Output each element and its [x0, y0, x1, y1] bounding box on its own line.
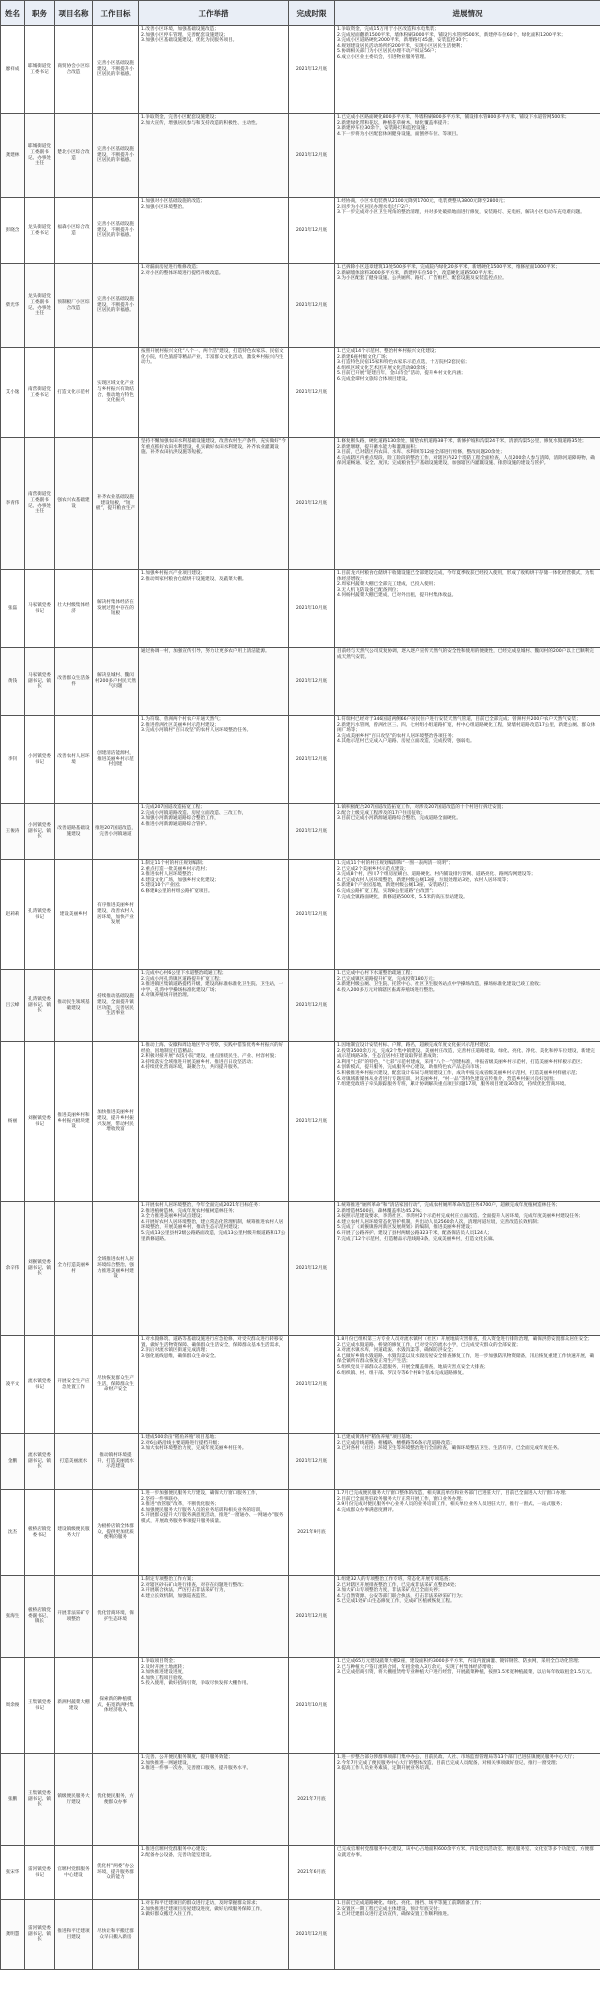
cell-progress: 1.符瑞村已经对于346国道两侧66户居民住户进行安装天然气管道，目前已全部完成；曾洲村共200户农户天然气安装； 2.新建污水管网，曾洲社区三、四、七村组小组道路扩宽，村中心组道路硬化工程，梁墙村道路改造17公里，新建公厕、群众休闲广场等； 3.完成美丽乡村“百日攻坚”的农村人居环境整治各项任务； 4.其他示范村已完成入户道路、房屋立面改造，完成投资，强弱电。 — [335, 716, 600, 804]
cell-name: 余辛伟 — [1, 1202, 25, 1336]
table-row — [1, 570, 600, 648]
cell-goal: 解决皇城村、魏闵村200多户村民天然气问题 — [93, 648, 139, 716]
cell-name: 李钊 — [1, 716, 25, 804]
cell-project: 建设镇级便民服务大厅 — [55, 1490, 93, 1576]
cell-goal: 推动镇村环境提升，打造美丽流水示范建设 — [93, 1434, 139, 1490]
table-row — [1, 26, 600, 114]
cell-deadline: 2021年12月底 — [289, 860, 335, 970]
cell-measures: 1.对漏雨房屋进行维修改造； 2.对小区的整体环境进行提档升级改造。 — [139, 264, 289, 348]
cell-project: 楚北小区综合改造 — [55, 114, 93, 198]
cell-measures: 1.完成207国道改造拓宽工程； 2.完成小河镇道路改造、房屋立面改造、三改工作， 3.加强小河新源通道路综合整治工作， 4.推进小河新源通道路综合管护。 — [139, 804, 289, 860]
cell-deadline: 2021年12月底 — [289, 648, 335, 716]
cell-goal: 推进207国道改造，完善小河镇通道 — [93, 804, 139, 860]
cell-role: 小河镇党委副书记、镇长 — [25, 804, 55, 860]
cell-progress: 1.目前龙兴村粮食仓储烘干收储设施已全部建设完成，今年夏季收获已经投入使用，形成了收购烘干存储一体化经营模式，为集体经济增收； 2.周家村蔬菜大棚已全部完工建成，已投入使用； 3.无人机飞防设备已配备到位； 4.何杨村蔬菜大棚已建成，已对外出租，提升村集体收益。 — [335, 570, 600, 648]
cell-measures: 1.对在和平迁建项目的群众进行走访，及时掌握群众诉求； 2.加快推进迁建项目房屋建设进度，做好后续服务保障工作， 3.做好群众搬迁入住工作。 — [139, 1900, 289, 1970]
cell-deadline: 2021年12月底 — [289, 716, 335, 804]
cell-goal: 优化便民服务，方便群众办事 — [93, 1754, 139, 1846]
cell-progress: 1.已完成中心村下水道整治疏通工程； 2.已完成镇区道路提升扩宽，完成投资180万元； 3.新建村级公厕、卫生院、托管中心、社区卫生服务站点中学操场改造，操场标准化建设已竣工验收； 4.投入200多万元对镇辖区畜禽养殖场进行整治。 — [335, 970, 600, 1042]
cell-name: 张海生 — [1, 1576, 25, 1658]
cell-measures: 通过协调一村，加强宣传引导，努力让更多农户用上清洁能源。 — [139, 648, 289, 716]
cell-progress: 1.经协商，小区水电装费从2100元降到1700元，电装费整从3800元降至2800元； 2.同步为小区居民办理水电过户2户； 3.下一步完成对小区卫生死角的整治清理，并对多处破损地面进行修复，安装路灯、充电桩，解决小区电动车充电难问题。 — [335, 198, 600, 264]
cell-name: 赵莉莉 — [1, 860, 25, 970]
cell-goal: 完善小区基础设施建设，不断提升小区居民的幸福感。 — [93, 264, 139, 348]
cell-deadline: 2021年12月底 — [289, 1434, 335, 1490]
header-role: 职务 — [25, 1, 55, 26]
table-row — [1, 1042, 600, 1202]
cell-deadline: 2021年12月底 — [289, 264, 335, 348]
table-row — [1, 438, 600, 570]
cell-project: 开展安全生产应急处置工作 — [55, 1336, 93, 1434]
cell-role: 板桥店镇党委书记 — [25, 1490, 55, 1576]
cell-goal: 为板桥店镇全体群众，提供更加优质便利的服务 — [93, 1490, 139, 1576]
cell-name: 李青伟 — [1, 438, 25, 570]
cell-measures: 1.开展农村人居环境整治，今年全面完成2021年目标任务： 2.推进植树造林，完成年度农村植树造林任务； 3.全力推进美丽乡村试点建设； 4.开展好农村人居环境整治，建立常态化管理机制，统筹推进农村人居环境整治，开展美丽乡村，推动生态示范村建设； 5.完成13公里县村2级公路路面改造，完成13公里村级升级道路和17公里新修道路。 — [139, 1202, 289, 1336]
cell-goal: 优化村“两委”办公环境，提升服务群众的能力 — [93, 1846, 139, 1900]
header-name: 姓名 — [1, 1, 25, 26]
cell-progress: 1.完成11个村的村庄规划编制和“一图一表两清一说明”； 2.已完成2个美丽乡村示范点建设； 3.完成8个村，西川7个组房屋刷白、道路硬化、村内铺设排污管网、道路亮化、路网沟网建设等； 4.已完成农村人居环境整治，新建村级公厕13座，垃圾处理站3处，农村人居环境等； 5.新建8个产业园基地，新建村级公厕13座，安装路灯； 6.完成公路扩宽工程，实现8公里道路“白改黑”； 7.完成全镇路面硬化，新修道路500米，5.5米的高压泵站建设。 — [335, 860, 600, 970]
cell-progress: 1.进一步整合部分涉群事项部门集中办公，目前民政、人社、市场监督管理局等13个部门已进驻镇便民服务中心大厅； 2.今年7月完成了便民服务中心大厅的整体改造，目前已完成人员配备，对相关事项做好登记，推行一窗受理； 3.提高工作人员业务素质，定期开展业务培训。 — [335, 1754, 600, 1846]
cell-name: 张磊 — [1, 570, 25, 648]
table-row — [1, 348, 600, 438]
cell-project: 改善农村人居环境 — [55, 716, 93, 804]
table-row — [1, 648, 600, 716]
cell-name: 吕云峰 — [1, 970, 25, 1042]
cell-role: 小河镇党委书记 — [25, 716, 55, 804]
cell-measures: 1.推进官堰村党群服务中心建设； 2.配备办公设备，完善功能室建设。 — [139, 1846, 289, 1900]
table-row — [1, 1490, 600, 1576]
cell-progress: 1.因地制宜设计安装村标、户牌，路名，超额完成年度文化振兴示范村建设； 2.投资3500余万元，完成2个集中镇建设、美丽村庄改造，完善村庄道路建设、绿化、亮化、净化、美化和停车位建设，新建完成示范线路3条，生态宜居村庄建设取得显著成效； 3.利用“七彩”的特色，“七彩”示范村建成，采用“八个一”创建标准，申报省级美丽乡村示范村，打造美丽乡村样板示范区； 4.创新模式，提升服务，完成服务中心建设，助推特色农产品走向市场； 5.积极推进乡村振兴建设，配套设计布局与规划建设工作，成功申报完成省级美丽乡村示范村，打造美丽乡村样板示范； 6.对镇域新媒体从业者进行专题培训，对美丽乡村，“村一品”等特色建设宣传推介，营造乡村振兴良好氛围； 7.组建党政班子牵头跟踪服务专班，累计协调解决重点项目问题17项，服务项目建设30余次，持续优化营商环境。 — [335, 1042, 600, 1202]
cell-goal: 优化营商环境，保护生态环境 — [93, 1576, 139, 1658]
cell-name: 周余俊 — [1, 1658, 25, 1754]
cell-measures: 1.制定11个村的村庄规划编制； 2.重点打造一批美丽乡村示范村； 3.推进农村人居环境整治； 4.建设文化广场，加强乡村文化建设； 5.建设10个产业园； 6.修建8公里的村组公路扩宽项目。 — [139, 860, 289, 970]
cell-name: 廖祥成 — [1, 26, 25, 114]
cell-project: 商贸协会小区综合改造 — [55, 26, 93, 114]
cell-deadline: 2021年12月底 — [289, 1900, 335, 1970]
cell-name: 龚明慧 — [1, 1900, 25, 1970]
cell-deadline: 2021年12月底 — [289, 26, 335, 114]
table-row — [1, 114, 600, 198]
table-row — [1, 860, 600, 970]
cell-measures: 1.完善、公开便民服务制度，提升服务效能； 2.加快推进一网通建设， 3.推进一件事一次办，完善窗口服务，提升服务水平。 — [139, 1754, 289, 1846]
cell-name: 金鹏 — [1, 1434, 25, 1490]
cell-project: 改善道路基础设施建设 — [55, 804, 93, 860]
cell-name: 张宋华 — [1, 1846, 25, 1900]
cell-deadline: 2021年7月底 — [289, 1754, 335, 1846]
cell-measures: 1.进一步加强便民服务大厅建设，确保大厅窗口服务工作， 2.坚持一件事联办， 3.推进“放管服”改革，不断优化服务； 4.加强便民服务大厅服务人员的业务培训和相关业务的培训， 5.开展群众提升大厅服务满意度活动，推进“一窗通办、一网通办”服务模式，开展政务服务事项提升服务质量。 — [139, 1490, 289, 1576]
cell-measures: 坚持不懈加强农田水利基础设施建设，改善农村生产条件，充实做好“今年重点抓好农田水利建设，扎实做好农田水利建设，补齐农业灌溉设施、补齐农田抗洪设施等短板。 — [139, 438, 289, 570]
cell-deadline: 2021年12月底 — [289, 348, 335, 438]
cell-deadline: 2021年12月底 — [289, 1202, 335, 1336]
cell-role: 耶城街道党工委副书记、办事处主任 — [25, 114, 55, 198]
cell-project: 推进和平迁建项目建设 — [55, 1900, 93, 1970]
cell-role: 龙头街道党工委书记 — [25, 198, 55, 264]
cell-role: 王集镇党委副书记、镇长 — [25, 1754, 55, 1846]
cell-measures: 1.改善小区环境，加强基础设施改造； 2.加强小区停车管理，完善配套设施建设； 3.加强小区基础设施建设，优化为民服务项目。 — [139, 26, 289, 114]
cell-deadline: 2021年12月底 — [289, 1336, 335, 1434]
table-row — [1, 716, 600, 804]
cell-role: 雷河镇党委书记 — [25, 1846, 55, 1900]
cell-progress: 1.争取资金，完成15万用于小区改造和水电集装； 2.完成屋面翻新1500平米，墙体粉刷3000平米，铺设污水管网500米，新建停车位60个，绿化面积1200平米； 3.完成小区道路硬化2000平米，新增路灯45盏，安装监控30个； 4.规划建设居民活动场所约200平米，实现小区居民生活便利； 5.协调相关部门为小区居民办理不动产权证56户； 6.成立小区业主委员会，引进物业服务管理。 — [335, 26, 600, 114]
cell-progress: 1.修复断头路，硬化道路130余处，铺垫农机道路38千米，新修护坡和沟渠24千米，清淤沟渠5公里，修复水毁道路35处； 2.新建堰塘，提升蓄水能力和灌溉面积； 3.目前，已对辖区内农田、水库、水利坝等12座全部进行检修，整改问题20余处； 4.完成辖区内重点堤段、险工险段的整治工作，对辖区内22个堤防工程全面检查，人员200余人参与清障，清除河道障碍物，确保河道畅通、安全、度汛；完成粮食生产基础设施建设，加强辖区内灌溉设施、排涝设施的建设与管护。 — [335, 438, 600, 570]
header-progress: 进展情况 — [335, 1, 600, 26]
cell-progress: 1.镇积极配合207国道改造拓宽工作，对涉及207国道改造的十个村进行拆迁安置； 2.配合上级完成工程涉及的17户住房征收； 3.目前已完成小河新源通道路综合整治，完成道路全面硬化。 — [335, 804, 600, 860]
cell-measures: 1.建成500余亩“稻鱼养殖”项目基地； 2.对6公路沿线主要道路进行提档升级； 3.加大农村环境整治力度，完成年度美丽乡村任务。 — [139, 1434, 289, 1490]
cell-measures: 1.推动上海、安徽和周边地区学习考察，实践中借鉴优秀乡村振兴的好经验，因地制宜打造精品； 2.积极对接开展“农技小院”建设，重点围绕民生、产业、村容村貌； 3.持续落实全域推进开展美丽乡村、推进百日攻坚活动； 4.持续优化营商环境，凝聚合力，共同提升服务。 — [139, 1042, 289, 1202]
cell-project: 强农兴农基础建设 — [55, 438, 93, 570]
cell-name: 沈杰 — [1, 1490, 25, 1576]
cell-name: 龚建林 — [1, 114, 25, 198]
cell-project: 推进美丽乡村和乡村振兴板块建设 — [55, 1042, 93, 1202]
cell-deadline: 2021年10月底 — [289, 570, 335, 648]
cell-role: 刘猴镇党委副书记、镇长 — [25, 1202, 55, 1336]
cell-goal: 尽快让和平搬迁群众早日搬入新房 — [93, 1900, 139, 1970]
header-project: 项目名称 — [55, 1, 93, 26]
table-row — [1, 198, 600, 264]
cell-deadline: 2021年12月底 — [289, 198, 335, 264]
cell-role: 马家镇党委书记 — [25, 570, 55, 648]
cell-role: 龙头街道党工委副书记、办事处主任 — [25, 264, 55, 348]
cell-measures: 1.争取资金，完善小区配套设施建设； 2.加大宣传，增强居民参与和支持改造的积极性、主动性。 — [139, 114, 289, 198]
cell-goal: 全域推进农村人居环境综合整治，强力推进美丽乡村建设 — [93, 1202, 139, 1336]
cell-deadline: 2021年12月底 — [289, 1576, 335, 1658]
table-row — [1, 264, 600, 348]
table-header — [1, 1, 600, 26]
cell-project: 开展非法采矿专项整治 — [55, 1576, 93, 1658]
cell-measures: 1.为符瑞、曾洲两个村农户开通天然气； 2.推进曾洲社区美丽乡村示范村建设； 3.完成小河镇村“百日攻坚”的农村人居环境整治任务。 — [139, 716, 289, 804]
cell-progress: 1.组建32人的专项整治工作专班，常态化开展专项巡查； 2.已对辖区开展排查整治工作，已完成非法采矿点整治4处； 3.加大矿山专项整治力度，非法采矿点已全面关停； 4.与自然资源、公安等部门联合执法，打击非法采砂采矿行为； 5.已完成1处矿山生态修复工作，完成矿区植被恢复工程。 — [335, 1576, 600, 1658]
cell-role: 雷河镇党委副书记、镇长 — [25, 1900, 55, 1970]
cell-name: 柴光华 — [1, 264, 25, 348]
cell-role: 流水镇党委书记 — [25, 1336, 55, 1434]
cell-deadline: 2021年12月底 — [289, 438, 335, 570]
cell-progress: 1.统筹推进“厕所革命”和“清洁家园行动”，完成农村厕所革命改造任务4700户，超额完成年度植树造林任务； 2.新增造林500亩，森林覆盖率达45.2%； 3.按照示范建设要求，李湾社区、李湾村2个示范村完成村庄立面改造、全面提升人居环境，完成年度美丽乡村建设任务； 4.建立农村人居环境常态化管护机制，共出动人员2560余人次，清理河道垃圾，完善改造长效机制； 5.完成了《刘猴镇鲁河新区发展规划》的编制，推进美丽乡村建设； 6.开展了公路养护、建设了县村两级公路323千米，配备保洁员人员124人； 7.完成了12个示范村，打造精品示范线路3条，完成美丽乡村，打造文化长廊。 — [335, 1202, 600, 1336]
cell-name: 张鹏 — [1, 1754, 25, 1846]
cell-role: 刘猴镇党委书记 — [25, 1042, 55, 1202]
table-row — [1, 1202, 600, 1336]
cell-project: 推动民生领域基础建设 — [55, 970, 93, 1042]
cell-goal: 有序推进美丽乡村建设，改善农村人居环境，加快产业发展 — [93, 860, 139, 970]
cell-measures: 1.完成中心村6公里下水道整治疏通工程； 2.完成小河孔湾镇区道路提升扩宽工程； 3.推进镇区集镇道路提档升级，建设高标准标准化卫生院、卫生站，一中学、孔湾中学操场标准化建设广场； 4.对镇养殖场开展治理。 — [139, 970, 289, 1042]
cell-project: 福森小区综合改造 — [55, 198, 93, 264]
cell-project: 建设美丽乡村 — [55, 860, 93, 970]
cell-measures: 1.制定专项整治工作方案； 2.对辖区砂石矿山进行排查，对存在问题进行整改； 3.开展联合执法，严厉打击非法采矿行为， 4.建立长效机制，加强巡查监管。 — [139, 1576, 289, 1658]
cell-deadline: 2021年12月底 — [289, 970, 335, 1042]
cell-measures: 按照开展村振兴文化“八个一、两个活”建设，打造特色农家乐、民宿文化小院，红色旅游等精品产业，丰富群众文化活动，激发乡村振兴内生动力。 — [139, 348, 289, 438]
cell-measures: 1.加强乡村振兴产业项目建设； 2.推动周家村粮食仓储烘干设施建设、及蔬菜大棚。 — [139, 570, 289, 648]
table-row — [1, 804, 600, 860]
cell-deadline: 2021年9月底 — [289, 1490, 335, 1576]
cell-deadline: 2021年12月底 — [289, 804, 335, 860]
cell-progress: 1.已完成小区路面硬化800多平方米，外墙粉刷800多平方米，铺设排水管800多平方米，铺设下水道管网500米； 2.新建绿化带和花坛，种植花草树木，绿化覆盖率提升； 3.新建停车位30余个，安装路灯和监控设施； 4.下一步将为小区配套休闲健身设施，面刨停车位、等项目。 — [335, 114, 600, 198]
cell-project: 壮大村级集体经济 — [55, 570, 93, 648]
cell-project: 全力打造美丽乡村 — [55, 1202, 93, 1336]
cell-role: 王集镇党委书记 — [25, 1658, 55, 1754]
cell-role: 流水镇党委副书记、镇长 — [25, 1434, 55, 1490]
cell-goal: 完善小区基础设施建设，不断提升小区居民的幸福感。 — [93, 198, 139, 264]
cell-progress: 已完成官堰村党群服务中心建设，该中心占地面积600余平方米，内设党员活动室、便民服务室、文化室等多个功能室，方便群众就近办事。 — [335, 1846, 600, 1900]
cell-progress: 目前经与天然气公司反复协调，逐入逐户宣传天然气的安全性和使用的便捷性，已经完成皇城村、魏闵村的200户以上已顺利完成天然气安装。 — [335, 648, 600, 716]
cell-deadline: 2021年12月底 — [289, 114, 335, 198]
cell-goal: 尽快恢复群众生产生活，保障群众生命财产安全 — [93, 1336, 139, 1434]
table-row — [1, 1658, 600, 1754]
cell-name: 黄钱 — [1, 648, 25, 716]
cell-deadline: 2021年6月底 — [289, 1846, 335, 1900]
cell-progress: 1.已拆除小区违章建筑13处500多平米，完成院内绿化20多平米，新增硬化1500平米，维修屋面1000平米； 2.新刷墙体涂料3000多平方米，新建停车位50个，改造硬化道路500平方米； 3.为小区配套了健身设施、公共厕所、路灯、广告框栏、配套设施及安装监控点位。 — [335, 264, 600, 348]
cell-role: 南营街道党工委副书记、办事处主任 — [25, 438, 55, 570]
cell-progress: 1.7月已完成便民服务大厅窗口整体的改造，相关镇直单位和业务部门已进驻大厅，目前已全面进入大厅窗口办理； 2.目前已全面进驻政务服务大厅正常开展工作，窗口业务办理； 3.9月份完成对便民服务中心业务人员的业务培训工作，相关单位业务人员进驻大厅，推行一窗式、一站式服务； 4.完成群众办事满意度测评。 — [335, 1490, 600, 1576]
cell-project: 打造美丽流水 — [55, 1434, 93, 1490]
header-measures: 工作举措 — [139, 1, 289, 26]
cell-progress: 1.已完成14个示范村、整治村乡村振兴文化建设； 2.新建6座村级文化广场； 3.打造特色民宿15家和特色农家乐示范点选，十万院村2套民宿； 4.组织区域文化艺术团开展文化活动80余场； 5.目前已开展“迎建百年，金山诗会”活动，提升乡村文化内涵； 6.完成金谭村文旅综合体项目建设。 — [335, 348, 600, 438]
table-row — [1, 970, 600, 1042]
cell-project: 新洲村蔬菜大棚建设 — [55, 1658, 93, 1754]
cell-deadline: 2021年12月底 — [289, 1042, 335, 1202]
table-row — [1, 1576, 600, 1658]
cell-measures: 1.对水毁修筑、道路等基础设施进行应急抢修，对受灾群众进行转移安置、做好生活物资保障、确保群众生活安全，保障群众基本生活需求， 2.汛后对流水镇区街道完成清理； 3.强化底线思维，确保群众生命安全。 — [139, 1336, 289, 1434]
table-row — [1, 1754, 600, 1846]
cell-role: 孔湾镇党委书记 — [25, 860, 55, 970]
cell-role: 南营街道党工委书记 — [25, 348, 55, 438]
cell-name: 艾小逸 — [1, 348, 25, 438]
cell-goal: 创建清洁能源村，推进美丽乡村示范村创建 — [93, 716, 139, 804]
cell-name: 凌平文 — [1, 1336, 25, 1434]
cell-goal: 探索新的种植模式，拓宽新洲村集体经济收入 — [93, 1658, 139, 1754]
header-goal: 工作目标 — [93, 1, 139, 26]
cell-project: 改善群众生活条件 — [55, 648, 93, 716]
cell-deadline: 2021年10月底 — [289, 1658, 335, 1754]
cell-role: 孔湾镇党委副书记、镇长 — [25, 970, 55, 1042]
cell-goal: 补齐农业基础设施建设短板，“短板”，提升粮食生产 — [93, 438, 139, 570]
cell-role: 耶城街道党工委书记 — [25, 26, 55, 114]
cell-progress: 1.目前已完成道路硬化、绿化、亮化、围挡、场平等施工前期准备工作； 2.安置区一期工程已完成主体建设，预计年底交付； 3.已对迁建群众进行走访宣传，确保安置工作顺利推进。 — [335, 1900, 600, 1970]
cell-goal: 加快推进美丽乡村建设，提升乡村振兴发展，带动村民增收致富 — [93, 1042, 139, 1202]
cell-progress: 1.已建成黄湾村“稻鱼养殖”项目基地； 2.已完成沿线道路、柑橘路、檀樵路等6条示范道路改造； 3.已对各村（社区）环境卫生等环境整治进行全面检查，确保环境整洁卫生、生活有序，已全面完成年度任务。 — [335, 1434, 600, 1490]
cell-goal: 持续推动基础设施建设，全面提升镇区功能，完善居民生活事业 — [93, 970, 139, 1042]
cell-progress: 1.8月份已组织第三方专业人员对流水镇村（社区）开展地质灾害排查，投入资金进行排险治理，确保洪涝安置群众居住安全； 2.已完成水毁道路、桥梁的修复工作，已对受灾的流水小学，已完成受灾群众的全部安置； 3.对流水镇水库，河道疏浚、水毁沟渠等，确保防洪安全； 4.已做好乡镇水毁道路、水毁沟渠以及水毁房屋安全排查修复工作，进一步加强防汛物资储备，汛后恢复重建工作快速开展，确保全镇所有群众恢复正常生产生活； 5.组织党员干部群众志愿服务，开展全覆盖排查，地质灾害点安全大排查； 6.组织镇、村、组干部、罗汉寺等6个村8个基本完成道路修复。 — [335, 1336, 600, 1434]
cell-name: 杨丽 — [1, 1042, 25, 1202]
cell-measures: 1.加强对小区基础设施的改造； 2.加强小区环境整治。 — [139, 198, 289, 264]
cell-progress: 1.已完成65万元建设蔬菜大棚2座，建设面积约3000多平方米，内设内置滴灌、镀锌钢管、防虫网，采用全自动化管理； 2.已与种植大户签订流转合同，年租金收入3万余元，实现了村集体经济增收； 3.已完成招商引资，将大棚租赁给专业种植大户进行经营，开展蔬菜种植，按照1.5米宽种植蔬菜，以后每年收取租金1.5万元。 — [335, 1658, 600, 1754]
header-deadline: 完成时限 — [289, 1, 335, 26]
cell-measures: 1.争取项目资金； 2.及时开展土地流转； 3.加快推进建设进度， 4.加快工程项目验收， 5.投入使用，做好招商引资，争取尽快发挥大棚作用。 — [139, 1658, 289, 1754]
table-row — [1, 1434, 600, 1490]
table-body — [1, 26, 600, 1970]
cell-role: 马家镇党委副书记、镇长 — [25, 648, 55, 716]
cell-name: 彭晓含 — [1, 198, 25, 264]
cell-project: 镇级便民服务大厅建设 — [55, 1754, 93, 1846]
cell-project: 打造文化示范村 — [55, 348, 93, 438]
cell-goal: 实现区域文化产业与乡村振兴有效结合，推动地方特色文化振兴 — [93, 348, 139, 438]
table-row — [1, 1900, 600, 1970]
cell-role: 板桥店镇党委副书记、镇长 — [25, 1576, 55, 1658]
table-row — [1, 1846, 600, 1900]
cell-goal: 完善小区基础设施建设，不断提升小区居民的幸福感。 — [93, 114, 139, 198]
table-row — [1, 1336, 600, 1434]
cell-project: 官堰村党群服务中心建设 — [55, 1846, 93, 1900]
cell-project: 预制板厂小区综合改造 — [55, 264, 93, 348]
cell-goal: 解决村集体经济在发展过程中存在的短板 — [93, 570, 139, 648]
cell-name: 王俊涛 — [1, 804, 25, 860]
cell-goal: 完善小区基础设施建设，不断提升小区居民的幸福感。 — [93, 26, 139, 114]
